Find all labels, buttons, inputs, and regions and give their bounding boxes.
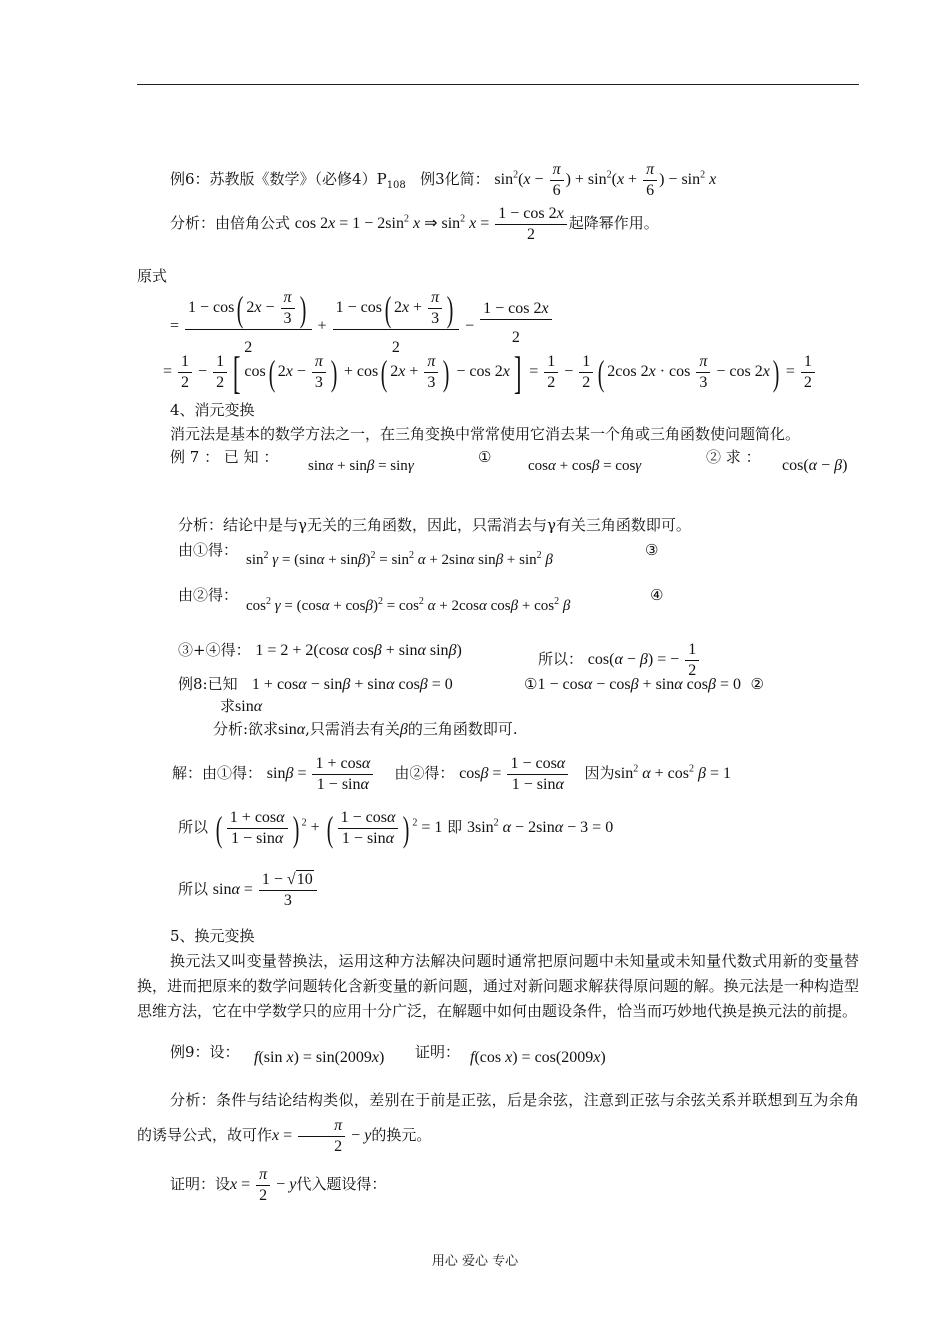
proof9-substitution: x = $\frac{\pi}{2}$ − y [230, 1166, 297, 1204]
example8-cond2: 1 − cosα − cosβ + sinα cosβ = 0 [537, 676, 741, 693]
example6-task: 例3化简： [420, 170, 490, 189]
analysis6-tail: 起降幂作用。 [568, 214, 659, 233]
example8-line [178, 674, 453, 695]
from2-label: 由②得： [178, 586, 239, 604]
proof9-lead: 证明：设 [170, 1175, 231, 1194]
sin-alpha-result: sinα = $\frac{1 - √10}{3}$ [213, 881, 319, 898]
mark-circled-2 [706, 447, 761, 467]
so2-line [178, 870, 319, 911]
squared-sum-expression: ( $\frac{1 + \cos\alpha}{1 - \sin\alpha}$ ) $^2$ + ( $\frac{1 - \cos\alpha}{1 - \sin\alpha}$ ) $^2$ = 1 [215, 808, 443, 849]
mark2-text: ② [706, 448, 722, 466]
sin-beta-expression: sinβ = $\frac{1 + \cos\alpha}{1 - \sin\alpha}$ [267, 765, 375, 782]
example7-cond1: sinα + sinβ = sinγ [308, 458, 414, 474]
original-label: 原式 [137, 267, 168, 285]
analysis9 [137, 1084, 859, 1157]
mark-circled-1: ① [478, 448, 492, 466]
from1-label: 由①得： [178, 541, 239, 559]
example8-cond2-line [524, 674, 764, 695]
original-expression-step2: = $\frac{1}{2}$ − $\frac{1}{2}$ [ cos( 2x − $\frac{\pi}{3}$ ) + cos( 2x + $\frac{\pi}{3}$ ) − cos 2x] = $\frac{1}{2}$ − $\frac{1}{2}$ ( 2cos 2x · cos $\frac{\pi}{3}$ − cos 2x) = $\frac{1}{2}$ [163, 352, 817, 393]
page-footer: 用心 爱心 专心 [431, 1254, 519, 1269]
section5-heading: 5、换元变换 [170, 927, 255, 945]
result7-label: 所以： [538, 650, 584, 669]
example6-line [170, 160, 716, 201]
example9-conclusion: f(cos x) = cos(2009x) [470, 1049, 606, 1066]
cos-beta-expression: cosβ = $\frac{1 - \cos\alpha}{1 - \sin\alpha}$ [459, 765, 570, 782]
example7-label: 例 7 ： 已 知 ： [170, 448, 279, 466]
example9-condition: f(sin x) = sin(2009x) [254, 1049, 385, 1066]
analysis8-line [213, 719, 518, 740]
example8-label: 例8:已知 [178, 675, 238, 693]
so1-line [178, 808, 613, 849]
section4-intro: 消元法是基本的数学方法之一，在三角变换中常常使用它消去某一个角或三角函数使问题简化。 [170, 425, 801, 443]
example6-expression: $\sin^2(x$ − $\frac{\pi}{6}$ ) + $\sin^2(x$ + $\frac{\pi}{6}$ ) − $\sin^2 x$ [494, 161, 717, 199]
result7-expression: cos(α − β) = − $\frac{1}{2}$ [588, 651, 701, 668]
substitution-expression: x = $\frac{\pi}{2}$ − y [272, 1117, 372, 1155]
proof9-line [170, 1165, 386, 1206]
example8-ask: 求 [220, 697, 236, 715]
sum34-label: ③+④得： [178, 641, 251, 659]
solution8-because: 因为 [584, 764, 615, 783]
section5-intro: 换元法又叫变量替换法，运用这种方法解决问题时通常把原问题中未知量或未知量代数式用新的变量替换，进而把原来的数学问题转化含新变量的新问题，通过对新问题求解获得原问题的解。换元法是一种构造型思维方法，它在中学数学只的应用十分广泛，在解题中如何由题设条件，恰当而巧妙地代换是换元法的前提。 [137, 952, 859, 1020]
example7-line [170, 447, 278, 467]
example9-prove: 证明： [415, 1043, 461, 1061]
beta-symbol: β [399, 721, 408, 738]
mark-circled-3: ③ [645, 541, 659, 559]
sum34-expression: 1 = 2 + 2(cosα cosβ + sinα sinβ) [255, 642, 462, 659]
solution8-lead: 解：由①得： [172, 764, 263, 783]
analysis9-tail: 的换元。 [371, 1126, 432, 1145]
so2-label: 所以 [178, 880, 209, 899]
mark-circled-2b: ② [750, 675, 764, 693]
analysis6-lead: 分析：由倍角公式 [170, 214, 291, 233]
example7-target: cos(α − β) [782, 457, 848, 474]
page-reference: 108 [386, 180, 406, 192]
analysis8-mid: ,只需消去有关 [305, 720, 400, 738]
section4-heading: 4、消元变换 [170, 401, 255, 419]
example7-ask: 求 ： [725, 448, 761, 466]
example8-target: sinα [235, 698, 263, 715]
example6-label: 例6：苏教版《数学》（必修4）P [170, 170, 387, 189]
eq4-expression: $\cos^2 \gamma = (\cos\alpha + \cos\beta)^2 = \cos^2 \alpha + 2\cos\alpha$ $\cos\beta + \cos^2 \beta$ [246, 596, 571, 614]
example8-ask-line [220, 696, 262, 717]
analysis9-lead: 分析：条件与结论结构类似，差别在于前是正弦，后是余弦，注意到正弦与余弦关系并联想到互为余角的诱导公式，故可作 [137, 1091, 859, 1145]
analysis7: 分析：结论中是与γ无关的三角函数，因此，只需消去与γ有关三角函数即可。 [178, 516, 691, 534]
analysis8-tail: 的三角函数即可. [407, 720, 518, 738]
double-angle-formula: $\cos 2x = 1 - 2\sin^2$ x ⇒ $\sin^2 x$ = $\frac{1 - \cos 2x}{2}$ [295, 215, 569, 232]
original-expression-step1: = 1 − cos( 2x − $\frac{\pi}{3}$ ) 2 + 1 − cos( 2x + $\frac{\pi}{3}$ ) 2 − $\frac{1 - \cos 2x}{2}$ [170, 288, 554, 366]
mark-circled-4: ④ [650, 586, 664, 604]
ie-label: 即 [447, 818, 463, 837]
solution8-line [172, 754, 731, 795]
eq3-expression: $\sin^2 \gamma = (\sin\alpha + \sin\beta)^2 = \sin^2 \alpha + 2\sin\alpha$ $\sin\beta + \sin^2 \beta$ [246, 550, 553, 568]
proof9-tail: 代入题设得： [296, 1175, 387, 1194]
example9-label: 例9：设： [170, 1043, 240, 1061]
solution8-mid: 由②得： [394, 764, 455, 783]
analysis8-target: sinα [278, 721, 306, 738]
pythagorean-identity: $\sin^2 \alpha + \cos^2 \beta = 1$ [614, 763, 731, 783]
quadratic-expression: $3\sin^2$ α − 2sinα − 3 = 0 [466, 817, 614, 837]
so1-label: 所以 [178, 818, 209, 837]
example8-cond1: 1 + cosα − sinβ + sinα cosβ = 0 [251, 676, 453, 693]
mark-circled-1b: ① [524, 675, 538, 693]
analysis8-lead: 分析:欲求 [213, 720, 279, 738]
analysis6-line [170, 204, 659, 245]
example7-cond2: cosα + cosβ = cosγ [528, 458, 642, 474]
top-rule [137, 84, 859, 85]
sum34-line [178, 640, 462, 661]
